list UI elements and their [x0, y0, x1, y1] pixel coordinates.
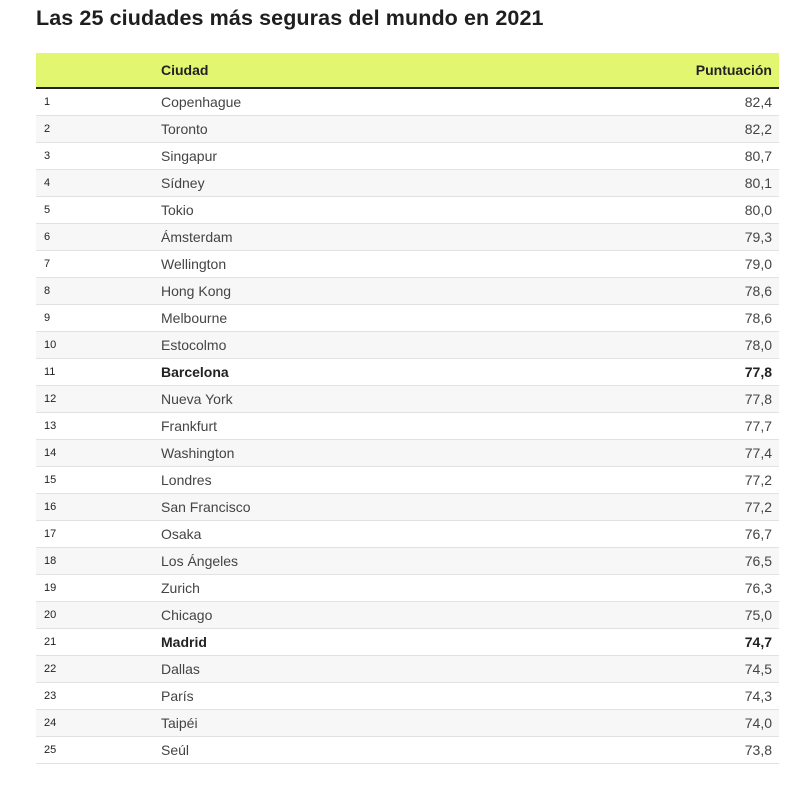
- score-cell: 77,7: [744, 417, 772, 434]
- table-row: [36, 493, 779, 520]
- score-cell: 82,2: [744, 120, 772, 137]
- score-cell: 74,5: [744, 660, 772, 677]
- city-cell: Los Ángeles: [161, 552, 239, 569]
- score-cell: 76,5: [744, 552, 772, 569]
- table-row: [36, 358, 779, 385]
- rank-cell: 6: [44, 230, 51, 243]
- score-cell: 76,3: [744, 579, 772, 596]
- score-cell: 77,4: [744, 444, 772, 461]
- rank-cell: 2: [44, 122, 51, 135]
- city-cell: Toronto: [161, 120, 208, 137]
- city-cell: Seúl: [161, 741, 190, 758]
- rank-cell: 12: [44, 392, 57, 405]
- rank-cell: 9: [44, 311, 51, 324]
- city-cell: Wellington: [161, 255, 227, 272]
- city-cell: Ámsterdam: [161, 228, 233, 245]
- city-cell: Washington: [161, 444, 235, 461]
- table-row: [36, 88, 779, 115]
- city-cell: Dallas: [161, 660, 200, 677]
- city-cell: Nueva York: [161, 390, 233, 407]
- score-cell: 74,0: [744, 714, 772, 731]
- rank-cell: 4: [44, 176, 51, 189]
- rank-cell: 13: [44, 419, 57, 432]
- score-cell: 79,0: [744, 255, 772, 272]
- rank-cell: 8: [44, 284, 51, 297]
- table-header-row: [36, 53, 779, 88]
- table-row: [36, 250, 779, 277]
- column-header-rank: [36, 53, 161, 88]
- score-cell: 78,6: [744, 282, 772, 299]
- table-row: [36, 169, 779, 196]
- city-cell: Madrid: [161, 633, 207, 650]
- rank-cell: 5: [44, 203, 51, 216]
- city-cell: Barcelona: [161, 363, 229, 380]
- rank-cell: 22: [44, 662, 57, 675]
- table-row: [36, 196, 779, 223]
- table-row: [36, 142, 779, 169]
- score-cell: 80,7: [744, 147, 772, 164]
- score-cell: 82,4: [744, 93, 772, 110]
- rank-cell: 23: [44, 689, 57, 702]
- table-row: [36, 574, 779, 601]
- city-cell: Londres: [161, 471, 212, 488]
- city-cell: Osaka: [161, 525, 202, 542]
- table-body: [36, 88, 779, 763]
- score-cell: 75,0: [744, 606, 772, 623]
- score-cell: 77,8: [744, 363, 772, 380]
- table-row: [36, 601, 779, 628]
- rank-cell: 11: [44, 365, 56, 378]
- score-cell: 73,8: [744, 741, 772, 758]
- rank-cell: 17: [44, 527, 57, 540]
- score-cell: 76,7: [744, 525, 772, 542]
- rank-cell: 15: [44, 473, 57, 486]
- table-row: [36, 115, 779, 142]
- city-cell: Copenhague: [161, 93, 242, 110]
- table-row: [36, 466, 779, 493]
- rank-cell: 7: [44, 257, 51, 270]
- table-row: [36, 682, 779, 709]
- table-row: [36, 412, 779, 439]
- rank-cell: 25: [44, 743, 57, 756]
- rank-cell: 3: [44, 149, 51, 162]
- score-cell: 77,8: [744, 390, 772, 407]
- ranking-table: [36, 53, 779, 764]
- city-cell: Chicago: [161, 606, 213, 623]
- city-cell: París: [161, 687, 194, 704]
- column-header-score: Puntuación: [561, 53, 779, 88]
- city-cell: Zurich: [161, 579, 200, 596]
- column-header-city: Ciudad: [161, 53, 561, 88]
- city-cell: Frankfurt: [161, 417, 218, 434]
- rank-cell: 16: [44, 500, 57, 513]
- table-row: [36, 385, 779, 412]
- table-row: [36, 709, 779, 736]
- score-cell: 80,0: [744, 201, 772, 218]
- score-cell: 77,2: [744, 471, 772, 488]
- table-row: [36, 736, 779, 763]
- city-cell: Tokio: [161, 201, 194, 218]
- table-row: [36, 331, 779, 358]
- rank-cell: 19: [44, 581, 57, 594]
- city-cell: Singapur: [161, 147, 218, 164]
- score-cell: 78,6: [744, 309, 772, 326]
- rank-cell: 10: [44, 338, 57, 351]
- score-cell: 80,1: [744, 174, 772, 191]
- table-row: [36, 223, 779, 250]
- table-row: [36, 520, 779, 547]
- rank-cell: 20: [44, 608, 57, 621]
- table-row: [36, 439, 779, 466]
- city-cell: Melbourne: [161, 309, 228, 326]
- table-row: [36, 655, 779, 682]
- score-cell: 78,0: [744, 336, 772, 353]
- table-row: [36, 304, 779, 331]
- score-cell: 74,3: [744, 687, 772, 704]
- table-row: [36, 547, 779, 574]
- table-row: [36, 277, 779, 304]
- rank-cell: 14: [44, 446, 57, 459]
- chart-title: Las 25 ciudades más seguras del mundo en 2021: [36, 6, 544, 30]
- city-cell: Hong Kong: [161, 282, 232, 299]
- city-cell: San Francisco: [161, 498, 251, 515]
- city-cell: Taipéi: [161, 714, 198, 731]
- city-cell: Estocolmo: [161, 336, 227, 353]
- rank-cell: 21: [44, 635, 57, 648]
- rank-cell: 1: [44, 95, 51, 108]
- score-cell: 74,7: [744, 633, 772, 650]
- city-cell: Sídney: [161, 174, 205, 191]
- score-cell: 79,3: [744, 228, 772, 245]
- table-row: [36, 628, 779, 655]
- rank-cell: 24: [44, 716, 57, 729]
- rank-cell: 18: [44, 554, 57, 567]
- score-cell: 77,2: [744, 498, 772, 515]
